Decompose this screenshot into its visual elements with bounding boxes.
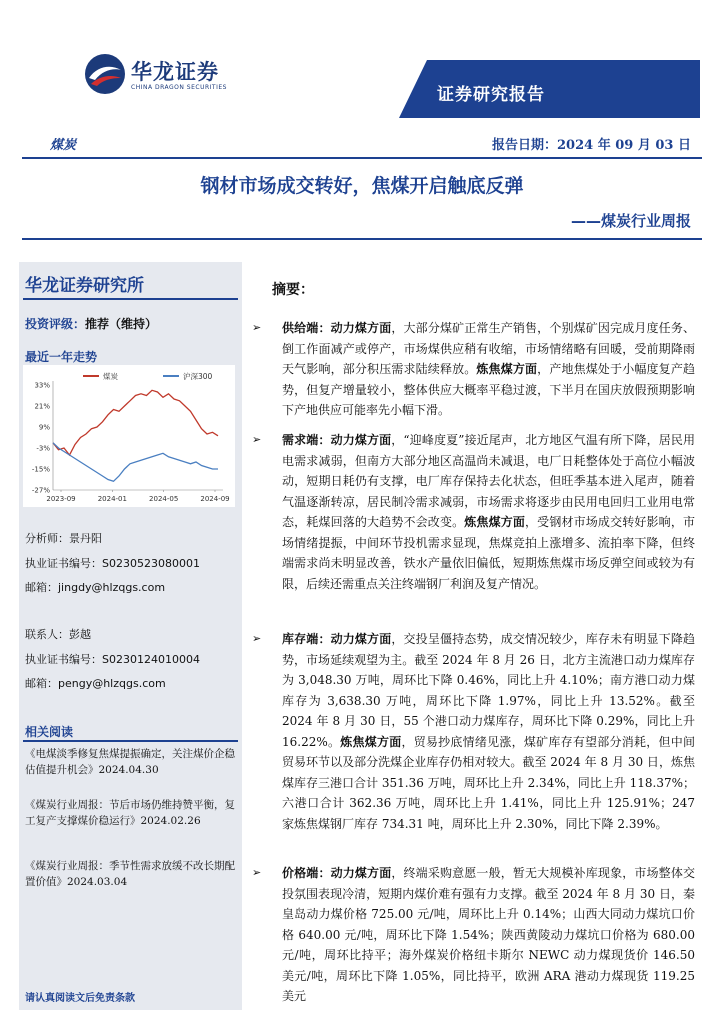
investment-rating [25,315,157,332]
analyst-name: 分析师：景丹阳 [25,532,102,545]
header-divider [22,157,702,159]
trend-title: 最近一年走势 [25,350,98,364]
summary-heading: 摘要： [272,282,314,298]
bullet-text: ，产地焦煤处于小幅度复产趋势，但复产增量较小，整体供应大概率平稳过渡，下半月在国庆放假预期影响下产地供应可能率先小幅下滑。 [282,362,695,417]
legend-label: 煤炭 [103,372,118,381]
bullet-sub: 动力煤方面 [330,321,392,335]
logo-text-en: CHINA DRAGON SECURITIES [131,84,227,91]
arrow-bullet-icon: ➢ [252,321,262,334]
summary-bullet-supply [252,318,695,421]
contact-cert: 执业证书编号：S0230124010004 [25,653,200,666]
bullet-text: ，“迎峰度夏”接近尾声，北方地区气温有所下降，居民用电需求减弱，但南方大部分地区高温尚未减退，电厂日耗整体处于高位小幅波动，短期日耗仍有支撑，电厂库存保持去化状态，但旺季基本进入尾声，随着气温逐渐转凉，居民制冷需求减弱，市场需求将逐步由民用电回归工业用电常态，耗煤回落的大趋势不会改变。 [282,433,695,529]
summary-bullet-price [252,863,695,1007]
y-tick-label: 9% [38,423,50,432]
rating-label: 投资评级： [25,317,86,331]
company-logo [83,52,263,102]
x-tick-label: 2023-09 [46,495,76,503]
x-tick-label: 2024-05 [149,495,179,503]
legend-label: 沪深300 [183,372,213,381]
bullet-text: ，交投呈僵持态势，成交情况较少，库存未有明显下降趋势，市场延续观望为主。截至 2024 年 8 月 26 日，北方主流港口动力煤库存为 3,048.30 万吨，周环比下降 0.46%，同比上升 4.10%；南方港口动力煤库存为 3,638.30 万吨，周环比下降 1.97%，同比上升 13.52%。截至 2024 年 8 月 30 日，55 个港口动力煤库存，周环比下降 0.29%，同比上升 16.22%。 [282,632,695,749]
bullet-sub: 动力煤方面 [330,866,392,880]
industry-label: 煤炭 [50,138,77,153]
bullet-sub: 炼焦煤方面 [464,515,526,529]
report-date: 报告日期：2024 年 09 月 03 日 [492,138,691,153]
bullet-head: 供给端： [282,321,331,335]
arrow-bullet-icon: ➢ [252,433,262,446]
bullet-head: 库存端： [282,632,331,646]
analyst-email[interactable]: 邮箱：jingdy@hlzqgs.com [25,581,166,594]
sidebar [19,262,242,1010]
related-item[interactable]: 《煤炭行业周报：节后市场仍维持赞平衡，复工复产支撑煤价稳运行》2024.02.26 [25,799,235,827]
bullet-text: ，贸易抄底情绪见涨，煤矿库存有望部分消耗，但中间贸易环节以及部分洗煤企业库存仍相对较大。截至 2024 年 8 月 30 日，炼焦煤库存三港口合计 351.36 万吨，周环比上升 2.34%，同比上升 118.37%；六港口合计 362.36 万吨，周环比上升 1.41%，同比上升 125.91%；247 家炼焦煤钢厂库存 734.31 吨，周环比上升 2.30%，同比下降 2.39%。 [282,734,695,831]
page-subtitle: ——煤炭行业周报 [570,212,691,230]
bullet-sub: 炼焦煤方面 [340,734,402,749]
title-divider [22,238,702,240]
y-tick-label: -3% [36,444,50,453]
related-item[interactable]: 《电煤淡季修复焦煤提振确定，关注煤价企稳估值提升机会》2024.04.30 [25,748,235,776]
arrow-bullet-icon: ➢ [252,866,262,879]
y-tick-label: 21% [34,402,50,411]
contact-name: 联系人：彭越 [25,628,91,641]
contact-email[interactable]: 邮箱：pengy@hlzqgs.com [25,677,166,690]
bullet-sub: 动力煤方面 [330,433,392,447]
rating-value: 推荐（维持） [85,317,158,331]
summary-bullet-demand [252,430,695,594]
summary-bullet-inventory [252,629,695,834]
trend-chart [23,365,235,507]
related-divider [23,740,238,742]
disclaimer-note: 请认真阅读文后免责条款 [25,993,135,1004]
trend-chart-svg [23,365,235,507]
bullet-head: 价格端： [282,866,331,880]
logo-text-cn: 华龙证券 [131,60,219,84]
series-line-0 [53,390,218,455]
bullet-head: 需求端： [282,433,331,447]
x-tick-label: 2024-09 [200,495,230,503]
bullet-sub: 炼焦煤方面 [476,362,538,376]
bullet-text: ，受钢材市场成交转好影响，市场情绪提振，中间环节投机需求显现，焦煤竞拍上涨增多、流拍率下降，但终端需求尚未明显改善，铁水产量依旧偏低，短期炼焦煤市场反弹空间或较为有限，后续还需重点关注终端钢厂利润及复产情况。 [282,515,695,591]
bullet-text: ，终端采购意愿一般，暂无大规模补库现象，市场整体交投氛围表现冷清，短期内煤价难有强有力支撑。截至 2024 年 8 月 30 日，秦皇岛动力煤价格 725.00 元/吨，周环比上升 0.14%；山西大同动力煤坑口价格 640.00 元/吨，周环比下降 1.54%；陕西黄陵动力煤坑口价格为 680.00 元/吨，周环比持平；海外煤炭价格纽卡斯尔 NEWC 动力煤现货价 146.50 美元/吨，周环比下降 1.05%，同比持平，欧洲 ARA 港动力煤现货 119.25 美元 [282,866,695,1003]
related-item[interactable]: 《煤炭行业周报：季节性需求放缓不改长期配置价值》2024.03.04 [25,860,235,888]
series-line-1 [53,443,218,482]
sidebar-title-divider [23,298,238,300]
dragon-logo-icon [83,52,127,96]
y-tick-label: 33% [34,381,50,390]
page-title: 钢材市场成交转好，焦煤开启触底反弹 [200,175,524,197]
sidebar-title: 华龙证券研究所 [25,276,144,296]
x-tick-label: 2024-01 [97,495,127,503]
report-banner-label: 证券研究报告 [437,85,545,105]
arrow-bullet-icon: ➢ [252,632,262,645]
y-tick-label: -15% [31,465,50,474]
bullet-sub: 动力煤方面 [330,632,392,646]
bullet-text: ，大部分煤矿正常生产销售，个别煤矿因完成月度任务、倒工作面减产或停产，市场煤供应稍有收缩，市场情绪略有回暖，受前期降雨天气影响，部分积压需求陆续释放。 [282,321,695,376]
related-reading-title: 相关阅读 [25,725,74,739]
analyst-cert: 执业证书编号：S0230523080001 [25,557,200,570]
y-tick-label: -27% [31,486,50,495]
